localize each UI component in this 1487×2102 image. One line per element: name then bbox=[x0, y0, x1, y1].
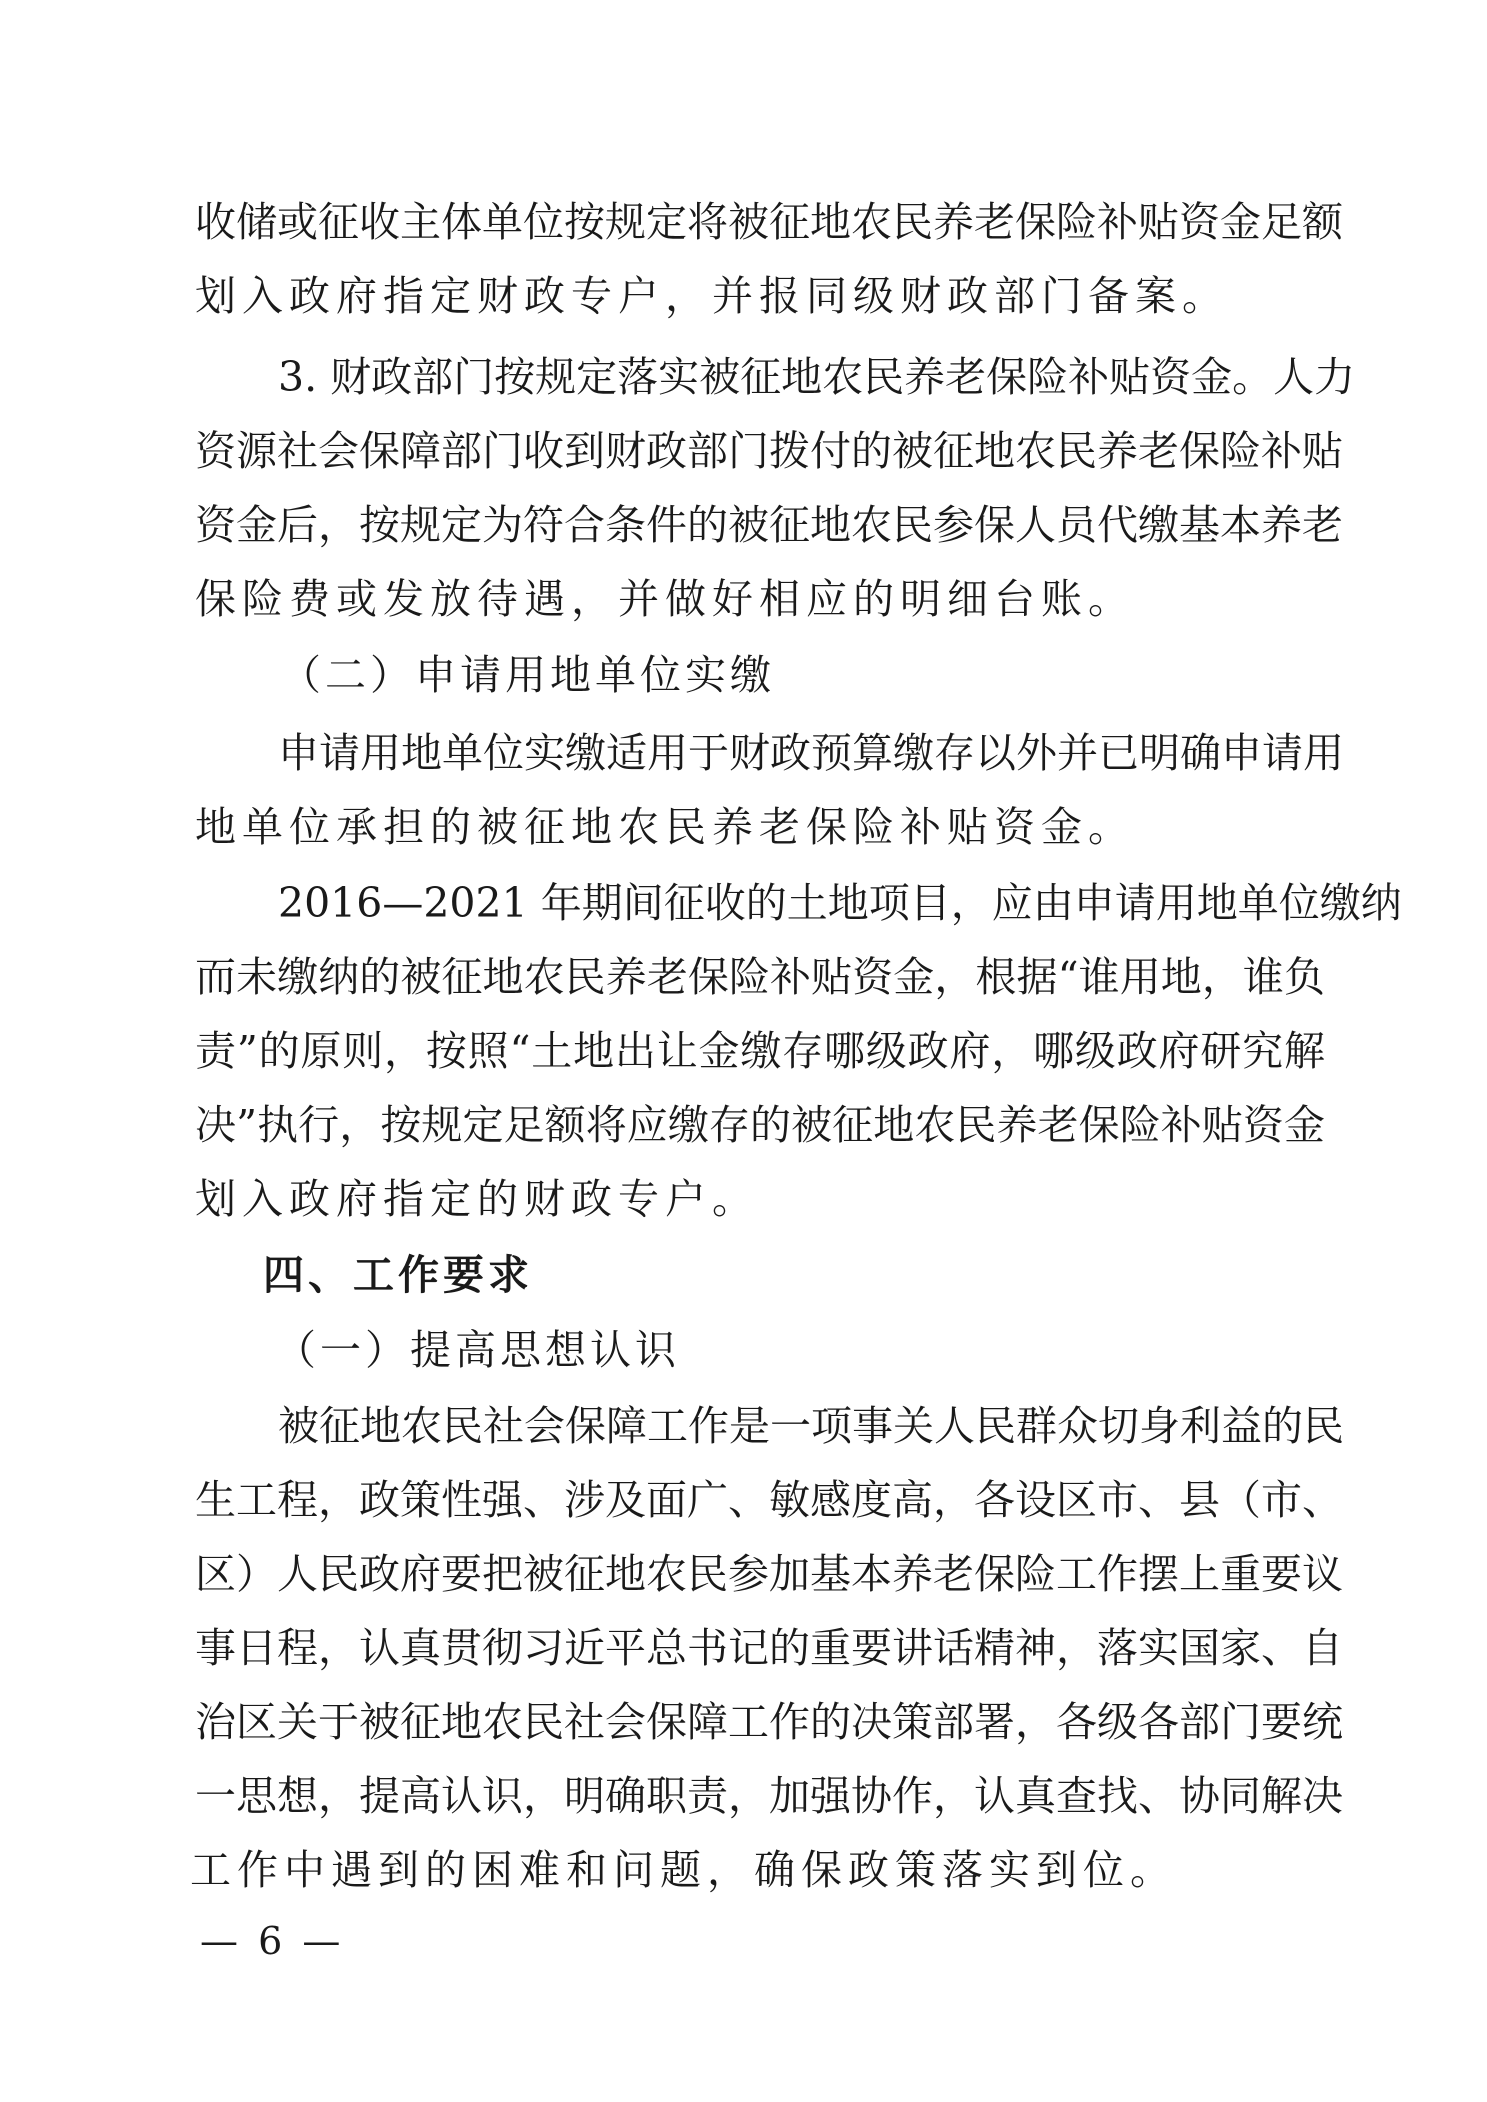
paragraph-line: 生工程，政策性强、涉及面广、敏感度高，各设区市、县（市、 bbox=[195, 1476, 1343, 1524]
paragraph-line: 划入政府指定财政专户，并报同级财政部门备案。 bbox=[195, 272, 1229, 320]
paragraph-line: 事日程，认真贯彻习近平总书记的重要讲话精神，落实国家、自 bbox=[195, 1624, 1343, 1672]
paragraph-line: 资金后，按规定为符合条件的被征地农民参保人员代缴基本养老 bbox=[195, 501, 1343, 549]
paragraph-line: 责”的原则，按照“土地出让金缴存哪级政府，哪级政府研究解 bbox=[195, 1027, 1325, 1075]
subsection-heading: （二）申请用地单位实缴 bbox=[280, 651, 775, 699]
paragraph-line: 收储或征收主体单位按规定将被征地农民养老保险补贴资金足额 bbox=[195, 198, 1343, 246]
paragraph-line: 工作中遇到的困难和问题，确保政策落实到位。 bbox=[190, 1846, 1177, 1894]
subsection-heading: （一）提高思想认识 bbox=[275, 1326, 680, 1374]
paragraph-line: 3. 财政部门按规定落实被征地农民养老保险补贴资金。人力 bbox=[278, 353, 1356, 401]
paragraph-line: 治区关于被征地农民社会保障工作的决策部署，各级各部门要统 bbox=[195, 1698, 1343, 1746]
paragraph-line: 决”执行，按规定足额将应缴存的被征地农民养老保险补贴资金 bbox=[195, 1101, 1325, 1149]
paragraph-line: 地单位承担的被征地农民养老保险补贴资金。 bbox=[195, 803, 1135, 851]
page-number: — 6 — bbox=[200, 1919, 345, 1963]
paragraph-line: 一思想，提高认识，明确职责，加强协作，认真查找、协同解决 bbox=[195, 1772, 1343, 1820]
section-heading: 四、工作要求 bbox=[263, 1251, 533, 1299]
paragraph-line: 2016—2021 年期间征收的土地项目，应由申请用地单位缴纳 bbox=[278, 879, 1402, 927]
paragraph-line: 被征地农民社会保障工作是一项事关人民群众切身利益的民 bbox=[278, 1402, 1344, 1450]
paragraph-line: 划入政府指定的财政专户。 bbox=[195, 1175, 759, 1223]
paragraph-line: 申请用地单位实缴适用于财政预算缴存以外并已明确申请用 bbox=[278, 729, 1344, 777]
paragraph-line: 资源社会保障部门收到财政部门拨付的被征地农民养老保险补贴 bbox=[195, 427, 1343, 475]
paragraph-line: 而未缴纳的被征地农民养老保险补贴资金，根据“谁用地，谁负 bbox=[195, 953, 1325, 1001]
paragraph-line: 保险费或发放待遇，并做好相应的明细台账。 bbox=[195, 575, 1135, 623]
paragraph-line: 区）人民政府要把被征地农民参加基本养老保险工作摆上重要议 bbox=[195, 1550, 1343, 1598]
